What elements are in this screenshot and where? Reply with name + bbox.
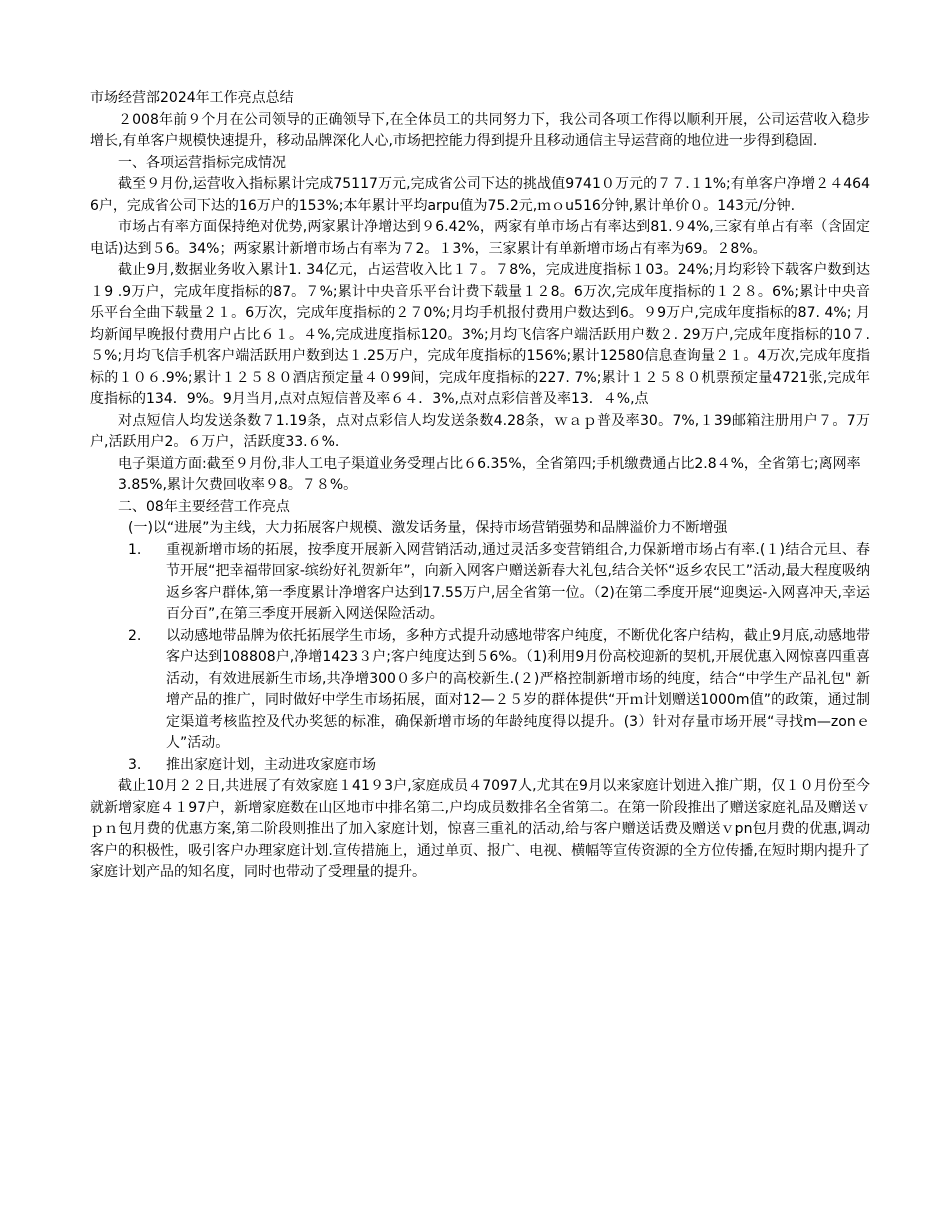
document-page (90, 88, 870, 884)
section-1-heading: 一、各项运营指标完成情况 (118, 154, 286, 171)
list-item (90, 626, 870, 755)
document-title: 市场经营部2024年工作亮点总结 (90, 90, 294, 106)
family-plan-paragraph: 截止10月２２日,共进展了有效家庭１41９3户,家庭成员４7097人,尤其在9月以来家庭计划进入推广期，仅１０月份至今就新增家庭４１97户，新增家庭数在山区地市中排名第二,户均成员数排名全省第二。在第一阶段推出了赠送家庭礼品及赠送ｖｐｎ包月费的优惠方案,第二阶段则推出了加入家庭计划，惊喜三重礼的活动,给与客户赠送话费及赠送ｖpn包月费的优惠,调动客户的积极性，吸引客户办理家庭计划.宣传措施上，通过单页、报广、电视、横幅等宣传资源的全方位传播,在短时期内提升了家庭计划产品的知名度，同时也带动了受理量的提升。 (90, 778, 870, 880)
intro-paragraph: ２008年前９个月在公司领导的正确领导下,在全体员工的共同努力下，我公司各项工作得以顺利开展，公司运营收入稳步增长,有单客户规模快速提升，移动品牌深化人心,市场把控能力得到提升且移动通信主导运营商的地位进一步得到稳固. (90, 111, 870, 149)
list-item-text: 重视新增市场的拓展，按季度开展新入网营销活动,通过灵活多变营销组合,力保新增市场占有率.(１)结合元旦、春节开展“把幸福带回家-缤纷好礼贺新年”，向新入网客户赠送新春大礼包,结合关怀“返乡农民工”活动,最大程度吸纳返乡客户群体,第一季度累计净增客户达到17.55万户,居全省第一位。（2)在第二季度开展“迎奥运-入网喜冲天,幸运百分百”,在第三季度开展新入网送保险活动。 (166, 541, 870, 622)
list-item (90, 540, 870, 626)
section-2-subheading: (一)以“进展”为主线，大力拓展客户规模、激发话务量，保持市场营销强势和品牌溢价力不断增强 (128, 520, 728, 536)
operating-revenue-paragraph: 截至９月份,运营收入指标累计完成75117万元,完成省公司下达的挑战值9741０万元的７７.１1%;有单客户净增２４4646户，完成省公司下达的16万户的153%;本年累计平均arpu值为75.2元,ｍｏu516分钟,累计单价０。143元/分钟. (90, 176, 870, 214)
list-item-number: 3. (128, 756, 142, 773)
sms-mms-paragraph: 对点短信人均发送条数７1.19条，点对点彩信人均发送条数4.28条，ｗａｐ普及率30。7%,１39邮箱注册用户７。7万户,活跃用户2。６万户，活跃度33.６%. (90, 412, 870, 450)
market-share-paragraph: 市场占有率方面保持绝对优势,两家累计净增达到９6.42%，两家有单市场占有率达到81.９4%,三家有单占有率（含固定电话)达到５6。34%；两家累计新增市场占有率为７2。１3%，三家累计有单新增市场占有率为69。２8%。 (90, 219, 870, 257)
list-item (90, 755, 870, 777)
list-item-text: 以动感地带品牌为依托拓展学生市场，多种方式提升动感地带客户纯度，不断优化客户结构，截止9月底,动感地带客户达到108808户,净增1423３户;客户纯度达到５6%。（1)利用9月份高校迎新的契机,开展优惠入网惊喜四重喜活动，有效进展新生市场,共净增300０多户的高校新生.(２)严格控制新增市场的纯度，结合“中学生产品礼包" 新增产品的推广，同时做好中学生市场拓展，面对12—２５岁的群体提供“开ｍ计划赠送1000m值”的政策，通过制定渠道考核监控及代办奖惩的标准，确保新增市场的年龄纯度得以提升。(3）针对存量市场开展“寻找m—zonｅ人”活动。 (166, 627, 870, 751)
list-item-number: 2. (128, 627, 142, 644)
data-business-paragraph: 截止9月,数据业务收入累计1. 34亿元，占运营收入比１７。７8%，完成进度指标１03。24%;月均彩铃下载客户数到达１9 .9万户，完成年度指标的87。７%;累计中央音乐平台计费下载量１２8。6万次,完成年度指标的１２８。6%;累计中央音乐平台全曲下载量２１。6万次，完成年度指标的２７0%;月均手机报付费用户数达到6。９9万户,完成年度指标的87. 4%; 月均新闻早晚报付费用户占比６１。４%,完成进度指标120。3%;月均飞信客户端活跃用户数２. 29万户,完成年度指标的10７.５%;月均飞信手机客户端活跃用户数到达１.25万户，完成年度指标的156%;累计12580信息查询量２１。4万次,完成年度指标的１０６.9%;累计１２５８０酒店预定量４０99间，完成年度指标的227. 7%;累计１２５８０机票预定量4721张,完成年度指标的134．9%。9月当月,点对点短信普及率６４．3%,点对点彩信普及率13．４%,点 (90, 262, 870, 407)
section-2-heading: 二、08年主要经营工作亮点 (118, 498, 290, 515)
churn-paragraph: 3.85%,累计欠费回收率９8。７８%。 (118, 477, 358, 493)
e-channel-paragraph: 电子渠道方面:截至９月份,非人工电子渠道业务受理占比６6.35%，全省第四;手机缴费通占比2.8４%，全省第七;离网率 (118, 455, 861, 472)
list-item-text: 推出家庭计划，主动进攻家庭市场 (166, 756, 376, 773)
list-item-number: 1. (128, 541, 142, 558)
